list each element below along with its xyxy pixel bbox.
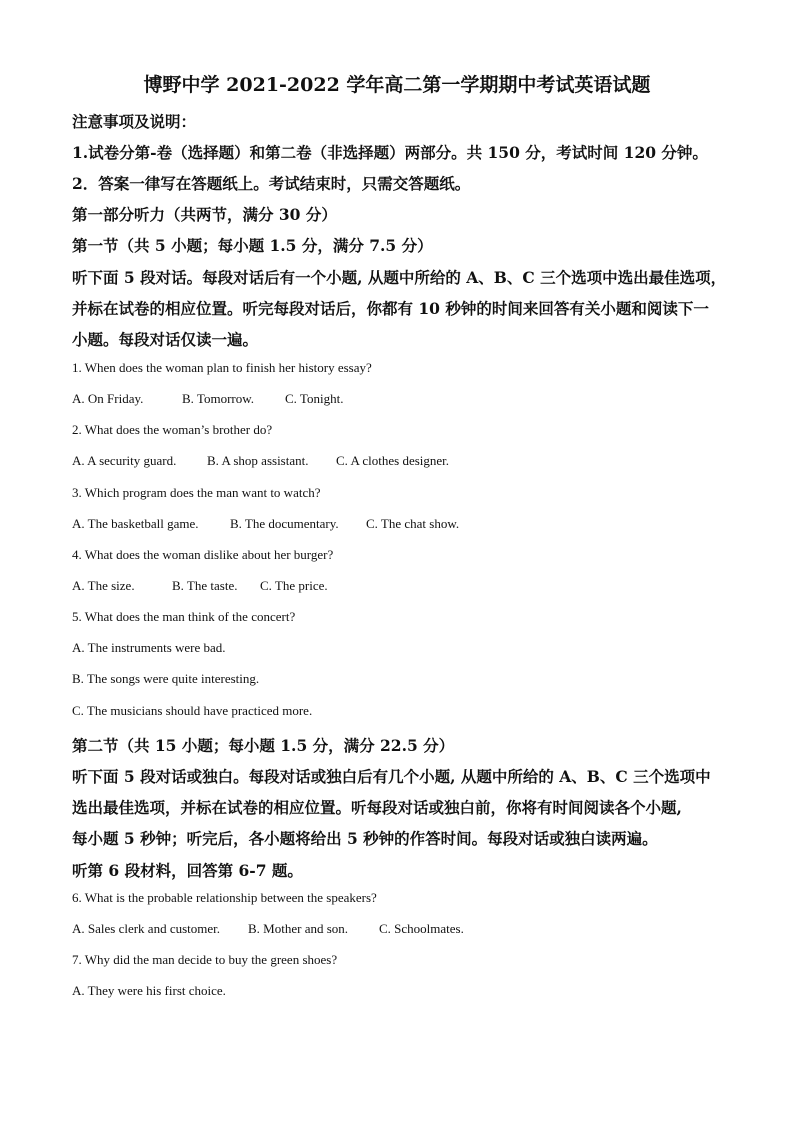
option-b: B. Mother and son. bbox=[248, 921, 349, 936]
section1-instruction-1: 听下面 5 段对话。每段对话后有一个小题, 从题中所给的 A、B、C 三个选项中选出最佳选项， bbox=[72, 268, 727, 287]
section2-instruction-2: 选出最佳选项，并标在试卷的相应位置。听每段对话或独白前，你将有时间阅读各个小题, bbox=[72, 798, 682, 817]
option-c: C. Tonight. bbox=[285, 391, 344, 406]
option-b: B. A shop assistant. bbox=[207, 453, 309, 468]
material-heading: 听第 6 段材料，回答第 6-7 题。 bbox=[72, 861, 303, 880]
section2-instruction-1: 听下面 5 段对话或独白。每段对话或独白后有几个小题, 从题中所给的 A、B、C 三个选项中 bbox=[72, 767, 711, 786]
option-b: B. The documentary. bbox=[230, 516, 339, 531]
option-a: A. The size. bbox=[72, 578, 135, 593]
question-7: 7. Why did the man decide to buy the green shoes? bbox=[72, 952, 338, 967]
section2-heading: 第二节（共 15 小题；每小题 1.5 分，满分 22.5 分） bbox=[72, 736, 455, 755]
question-4: 4. What does the woman dislike about her burger? bbox=[72, 547, 334, 562]
option-c: C. Schoolmates. bbox=[379, 921, 464, 936]
question-2-options bbox=[72, 453, 449, 469]
question-3-options bbox=[72, 516, 459, 532]
option-a: A. The basketball game. bbox=[72, 516, 199, 531]
part1-heading: 第一部分听力（共两节，满分 30 分） bbox=[72, 205, 337, 224]
notes-heading: 注意事项及说明： bbox=[72, 112, 197, 131]
option-b: B. The taste. bbox=[172, 578, 238, 593]
question-6-options bbox=[72, 921, 464, 937]
question-1: 1. When does the woman plan to finish her history essay? bbox=[72, 360, 372, 375]
option-b: B. Tomorrow. bbox=[182, 391, 255, 406]
option-c: C. The chat show. bbox=[366, 516, 460, 531]
section1-instruction-2: 并标在试卷的相应位置。听完每段对话后，你都有 10 秒钟的时间来回答有关小题和阅读下一 bbox=[72, 299, 709, 318]
question-6: 6. What is the probable relationship between the speakers? bbox=[72, 890, 377, 905]
section2-instruction-3: 每小题 5 秒钟；听完后，各小题将给出 5 秒钟的作答时间。每段对话或独白读两遍。 bbox=[72, 829, 658, 848]
question-5-option-a: A. The instruments were bad. bbox=[72, 640, 226, 655]
option-a: A. On Friday. bbox=[72, 391, 144, 406]
question-7-option-a: A. They were his first choice. bbox=[72, 983, 226, 998]
question-3: 3. Which program does the man want to watch? bbox=[72, 485, 321, 500]
option-a: A. Sales clerk and customer. bbox=[72, 921, 221, 936]
question-5-option-b: B. The songs were quite interesting. bbox=[72, 671, 260, 686]
question-2: 2. What does the woman’s brother do? bbox=[72, 422, 273, 437]
question-1-options bbox=[72, 391, 343, 407]
option-c: C. A clothes designer. bbox=[336, 453, 450, 468]
option-a: A. A security guard. bbox=[72, 453, 177, 468]
page-title: 博野中学 2021-2022 学年高二第一学期期中考试英语试题 bbox=[143, 74, 651, 96]
option-c: C. The price. bbox=[260, 578, 328, 593]
section1-heading: 第一节（共 5 小题；每小题 1.5 分，满分 7.5 分） bbox=[72, 236, 433, 255]
section1-instruction-3: 小题。每段对话仅读一遍。 bbox=[72, 330, 259, 349]
note-2: 2．答案一律写在答题纸上。考试结束时，只需交答题纸。 bbox=[72, 174, 471, 193]
question-4-options bbox=[72, 578, 328, 594]
note-1: 1.试卷分第-卷（选择题）和第二卷（非选择题）两部分。共 150 分，考试时间 120 分钟。 bbox=[72, 143, 708, 162]
question-5: 5. What does the man think of the concert? bbox=[72, 609, 296, 624]
question-5-option-c: C. The musicians should have practiced more. bbox=[72, 703, 313, 718]
